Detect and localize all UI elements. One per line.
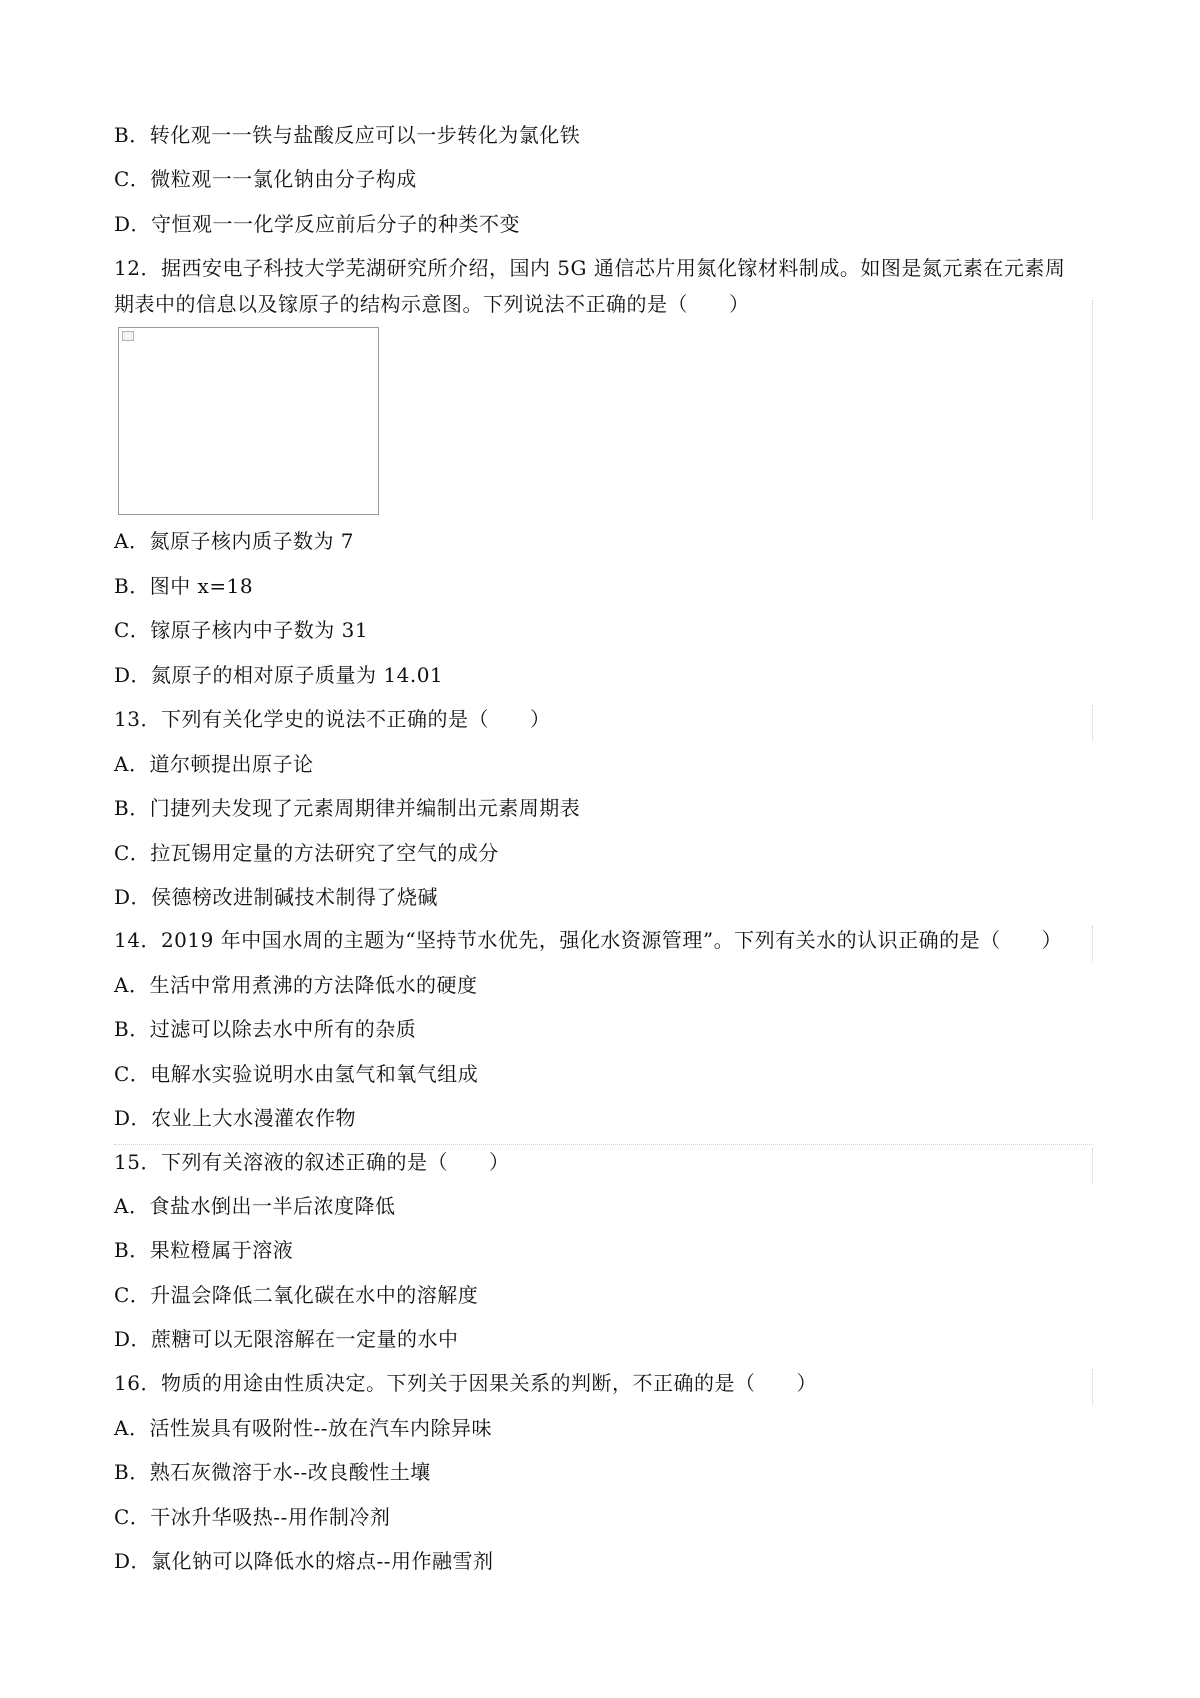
q13-option-d: D．侯德榜改进制碱技术制得了烧碱: [114, 885, 439, 909]
q15-option-d: D．蔗糖可以无限溶解在一定量的水中: [114, 1327, 459, 1351]
q11-option-b: B．转化观一一铁与盐酸反应可以一步转化为氯化铁: [114, 123, 581, 147]
q16-option-a: A．活性炭具有吸附性--放在汽车内除异味: [114, 1416, 492, 1440]
q12-option-b: B．图中 x=18: [114, 574, 254, 598]
q12-option-c: C．镓原子核内中子数为 31: [114, 618, 369, 642]
q14-stem: 14．2019 年中国水周的主题为“坚持节水优先，强化水资源管理”。下列有关水的认识正确的是（ ）: [114, 928, 1063, 952]
q12-stem-line1: 12．据西安电子科技大学芜湖研究所介绍，国内 5G 通信芯片用氮化镓材料制成。如图是氮元素在元素周: [114, 256, 1066, 280]
q12-figure-placeholder: [118, 327, 379, 515]
broken-image-icon: [122, 331, 134, 341]
q13-stem: 13．下列有关化学史的说法不正确的是（ ）: [114, 707, 551, 731]
q16-option-d: D．氯化钠可以降低水的熔点--用作融雪剂: [114, 1549, 494, 1573]
margin-dotted-line: [1092, 300, 1093, 520]
q16-option-b: B．熟石灰微溶于水--改良酸性土壤: [114, 1460, 431, 1484]
q12-option-a: A．氮原子核内质子数为 7: [114, 529, 355, 553]
q12-option-d: D．氮原子的相对原子质量为 14.01: [114, 663, 444, 687]
q16-stem: 16．物质的用途由性质决定。下列关于因果关系的判断，不正确的是（ ）: [114, 1371, 817, 1395]
q15-option-a: A．食盐水倒出一半后浓度降低: [114, 1194, 396, 1218]
q15-option-b: B．果粒橙属于溶液: [114, 1238, 294, 1262]
q11-option-c: C．微粒观一一氯化钠由分子构成: [114, 167, 417, 191]
margin-dotted-line: [1092, 1148, 1093, 1184]
q13-option-c: C．拉瓦锡用定量的方法研究了空气的成分: [114, 841, 499, 865]
q12-stem-line2: 期表中的信息以及镓原子的结构示意图。下列说法不正确的是（ ）: [114, 292, 750, 316]
q15-stem: 15．下列有关溶液的叙述正确的是（ ）: [114, 1150, 510, 1174]
q16-option-c: C．干冰升华吸热--用作制冷剂: [114, 1505, 391, 1529]
q14-option-a: A．生活中常用煮沸的方法降低水的硬度: [114, 973, 478, 997]
q11-option-d: D．守恒观一一化学反应前后分子的种类不变: [114, 212, 521, 236]
q14-option-c: C．电解水实验说明水由氢气和氧气组成: [114, 1062, 479, 1086]
q14-option-b: B．过滤可以除去水中所有的杂质: [114, 1017, 417, 1041]
margin-dotted-line: [1092, 1369, 1093, 1405]
q14-option-d: D．农业上大水漫灌农作物: [114, 1106, 357, 1130]
q15-option-c: C．升温会降低二氧化碳在水中的溶解度: [114, 1283, 479, 1307]
q13-option-a: A．道尔顿提出原子论: [114, 752, 314, 776]
section-dotted-divider: [114, 1144, 1092, 1145]
margin-dotted-line: [1092, 926, 1093, 962]
margin-dotted-line: [1092, 705, 1093, 741]
q13-option-b: B．门捷列夫发现了元素周期律并编制出元素周期表: [114, 796, 581, 820]
